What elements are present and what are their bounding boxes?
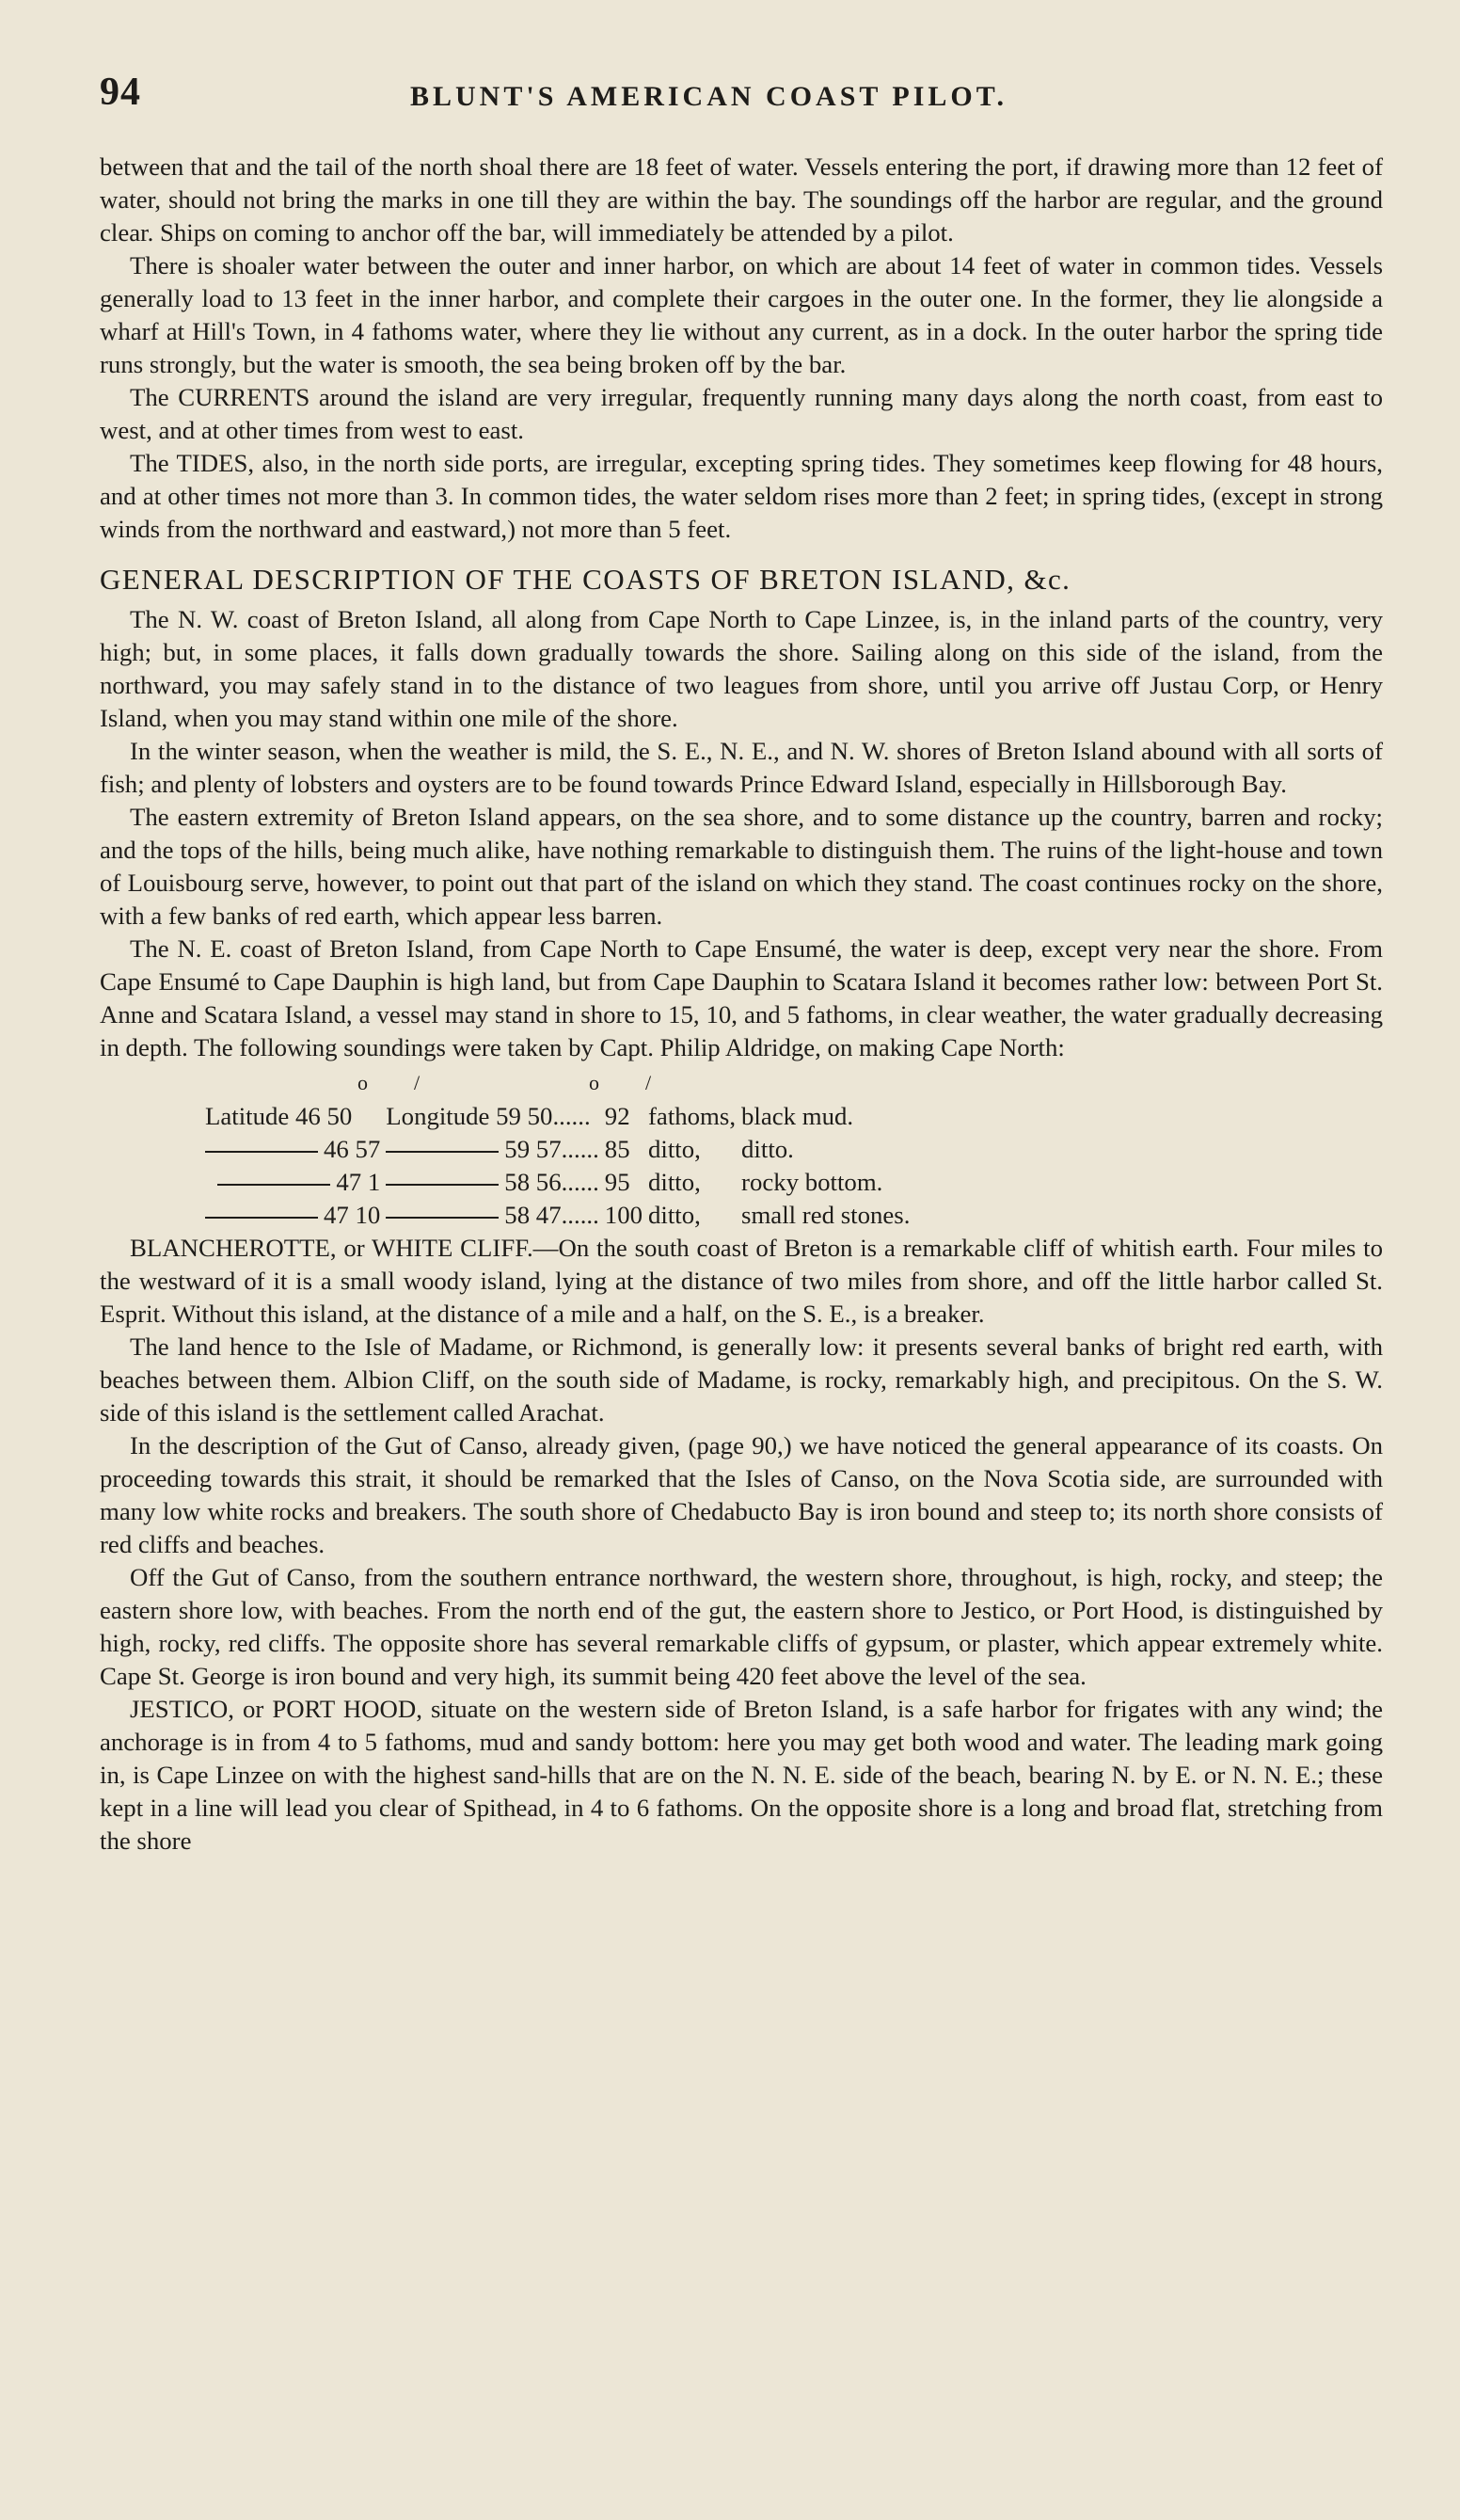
paragraph-eastern-extremity: The eastern extremity of Breton Island appears, on the sea shore, and to some distance up the country, barren and rocky; and the tops of the hills, being much alike, have nothing remarkable to distinguish them. The ruins of the light-house and town of Louisbourg serve, however, to point out that part of the island on which they stand. The coast continues rocky on the shore, with a few banks of red earth, which appear less barren. [100, 803, 1383, 930]
ditto-dash [386, 1184, 499, 1186]
paragraph-currents: The CURRENTS around the island are very irregular, frequently running many days along the north coast, from east to west, and at other times from west to east. [100, 383, 1383, 444]
fathoms-text: ditto, [648, 1201, 701, 1229]
bottom-text: ditto. [741, 1135, 794, 1163]
paragraph-harbor-continued: between that and the tail of the north shoal there are 18 feet of water. Vessels entering the port, if drawing more than 12 feet of water, should not bring the marks in one till they are within the bay. The soundings off the harbor are regular, and the ground clear. Ships on coming to anchor off the bar, will immediately be attended by a pilot. [100, 152, 1383, 247]
latitude-value: 47 1 [336, 1168, 381, 1196]
table-row: 46 57 59 57...... 85 ditto, ditto. [205, 1133, 915, 1166]
depth-value: 95 [604, 1168, 630, 1196]
ditto-dash [217, 1184, 330, 1186]
degree-marks-row [100, 1066, 1383, 1096]
bottom-text: rocky bottom. [741, 1168, 883, 1196]
paragraph-ne-coast: The N. E. coast of Breton Island, from Cape North to Cape Ensumé, the water is deep, except very near the shore. From Cape Ensumé to Cape Dauphin is high land, but from Cape Dauphin to Scatara Island it becomes rather low: between Port St. Anne and Scatara Island, a vessel may stand in shore to 15, 10, and 5 fathoms, in clear weather, the water gradually decreasing in depth. The following soundings were taken by Capt. Philip Aldridge, on making Cape North: [100, 934, 1383, 1061]
ditto-dash [386, 1217, 499, 1219]
longitude-value: 59 50 [496, 1102, 553, 1130]
table-row: Latitude 46 50 Longitude 59 50...... 92 fathoms, black mud. [205, 1100, 915, 1133]
ditto-dash [205, 1217, 318, 1219]
paragraph-gut-of-canso: In the description of the Gut of Canso, already given, (page 90,) we have noticed the general appearance of its coasts. On proceeding towards this strait, it should be remarked that the Isles of Canso, on the Nova Scotia side, are surrounded with many low white rocks and breakers. The south shore of Chedabucto Bay is iron bound and steep to; its north shore consists of red cliffs and beaches. [100, 1431, 1383, 1558]
longitude-value: 58 47 [504, 1201, 562, 1229]
latitude-value: 47 10 [324, 1201, 381, 1229]
paragraph-nw-coast: The N. W. coast of Breton Island, all along from Cape North to Cape Linzee, is, in the inland parts of the country, very high; but, in some places, it falls down gradually towards the shore. Sailing along on this side of the island, from the northward, you may safely stand in to the distance of two leagues from shore, until you arrive off Justau Corp, or Henry Island, when you may stand within one mile of the shore. [100, 605, 1383, 732]
paragraph-blancherotte: BLANCHEROTTE, or WHITE CLIFF.—On the south coast of Breton is a remarkable cliff of whitish earth. Four miles to the westward of it is a small woody island, lying at the distance of two miles from shore, and off the little harbor called St. Esprit. Without this island, at the distance of a mile and a half, on the S. E., is a breaker. [100, 1234, 1383, 1328]
table-row: 47 1 58 56...... 95 ditto, rocky bottom. [205, 1166, 915, 1199]
bottom-text: black mud. [741, 1102, 854, 1130]
depth-value: 85 [604, 1135, 630, 1163]
running-title: BLUNT'S AMERICAN COAST PILOT. [410, 81, 1008, 112]
latitude-value: 46 57 [324, 1135, 381, 1163]
paragraph-jestico: JESTICO, or PORT HOOD, situate on the western side of Breton Island, is a safe harbor for frigates with any wind; the anchorage is in from 4 to 5 fathoms, mud and sandy bottom: here you may get both wood and water. The leading mark going in, is Cape Linzee on with the highest sand-hills that are on the N. N. E. side of the beach, bearing N. by E. or N. N. E.; these kept in a line will lead you clear of Spithead, in 4 to 6 fathoms. On the opposite shore is a long and broad flat, stretching from the shore [100, 1695, 1383, 1855]
degree-mark: o [589, 1071, 599, 1094]
soundings-table [205, 1100, 915, 1232]
longitude-value: 58 56 [504, 1168, 562, 1196]
page-body [100, 151, 1383, 1858]
latitude-value: 46 50 [295, 1102, 353, 1130]
paragraph-tides: The TIDES, also, in the north side ports, are irregular, excepting spring tides. They sometimes keep flowing for 48 hours, and at other times not more than 3. In common tides, the water seldom rises more than 2 feet; in spring tides, (except in strong winds from the northward and eastward,) not more than 5 feet. [100, 449, 1383, 543]
section-heading: GENERAL DESCRIPTION OF THE COASTS OF BRETON ISLAND, &c. [100, 563, 1071, 596]
minute-mark: / [645, 1071, 652, 1094]
depth-value: 92 [604, 1102, 630, 1130]
minute-mark: / [414, 1071, 421, 1094]
latitude-label: Latitude [205, 1102, 290, 1130]
paragraph-winter-season: In the winter season, when the weather is mild, the S. E., N. E., and N. W. shores of Breton Island abound with all sorts of fish; and plenty of lobsters and oysters are to be found towards Prince Edward Island, especially in Hillsborough Bay. [100, 737, 1383, 798]
degree-mark: o [357, 1071, 368, 1094]
page-number: 94 [100, 71, 141, 114]
paragraph-shoaler-water: There is shoaler water between the outer and inner harbor, on which are about 14 feet of water in common tides. Vessels generally load to 13 feet in the inner harbor, and complete their cargoes in the outer one. In the former, they lie alongside a wharf at Hill's Town, in 4 fathoms water, where they lie without any current, as in a dock. In the outer harbor the spring tide runs strongly, but the water is smooth, the sea being broken off by the bar. [100, 251, 1383, 378]
page-header [100, 70, 1057, 126]
paragraph-isle-of-madame: The land hence to the Isle of Madame, or Richmond, is generally low: it presents several banks of bright red earth, with beaches between them. Albion Cliff, on the south side of Madame, is rocky, remarkably high, and precipitous. On the S. W. side of this island is the settlement called Arachat. [100, 1332, 1383, 1427]
ditto-dash [386, 1151, 499, 1153]
longitude-value: 59 57 [504, 1135, 562, 1163]
table-row: 47 10 58 47...... 100 ditto, small red stones. [205, 1199, 915, 1232]
paragraph-off-the-gut: Off the Gut of Canso, from the southern entrance northward, the western shore, throughout, is high, rocky, and steep; the eastern shore low, with beaches. From the north end of the gut, the eastern shore to Jestico, or Port Hood, is distinguished by high, rocky, red cliffs. The opposite shore has several remarkable cliffs of gypsum, or plaster, which appear extremely white. Cape St. George is iron bound and very high, its summit being 420 feet above the level of the sea. [100, 1563, 1383, 1690]
ditto-dash [205, 1151, 318, 1153]
fathoms-text: fathoms, [648, 1102, 737, 1130]
fathoms-text: ditto, [648, 1168, 701, 1196]
bottom-text: small red stones. [741, 1201, 911, 1229]
fathoms-text: ditto, [648, 1135, 701, 1163]
longitude-label: Longitude [386, 1102, 490, 1130]
depth-value: 100 [604, 1201, 643, 1229]
